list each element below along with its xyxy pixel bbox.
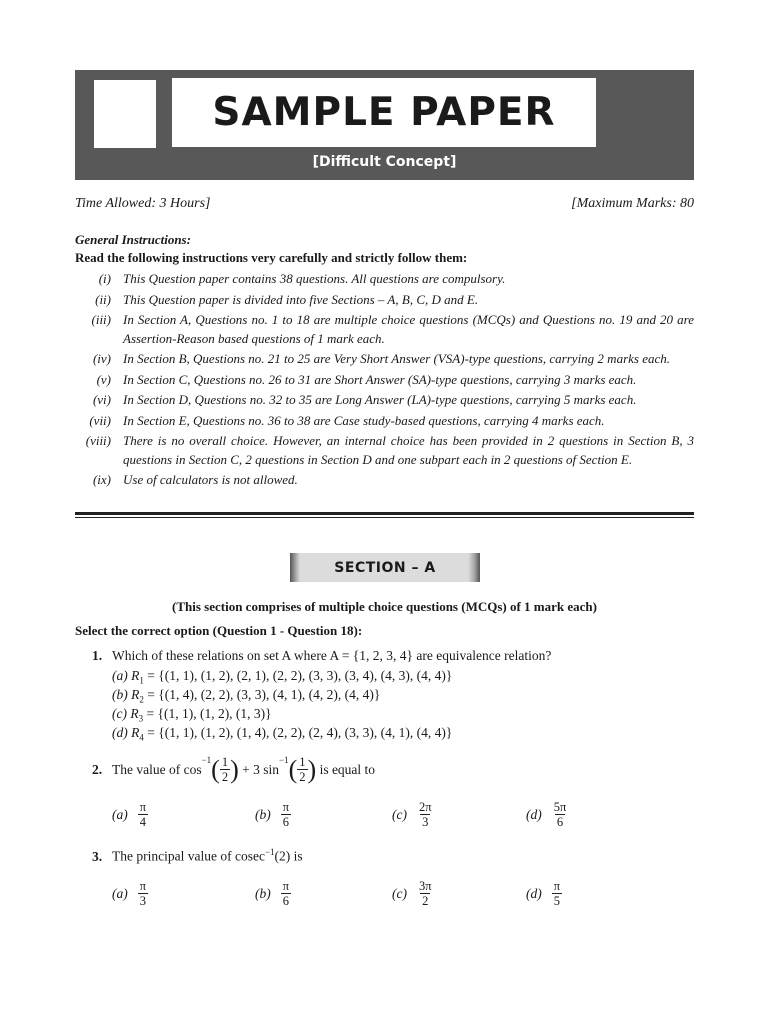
option-label: (b) xyxy=(255,806,271,822)
page-subtitle: [Difficult Concept] xyxy=(312,154,457,170)
page-title: SAMPLE PAPER xyxy=(212,90,556,135)
fraction-numerator: 1 xyxy=(299,755,306,769)
relation-name: R xyxy=(131,725,140,740)
q2-option-c xyxy=(392,800,434,829)
instruction-item xyxy=(75,412,694,431)
section-a-note: (This section comprises of multiple choice questions (MCQs) of 1 mark each) xyxy=(172,599,597,614)
instruction-number: (ii) xyxy=(95,291,111,307)
left-paren: ( xyxy=(288,754,298,784)
option-label: (b) xyxy=(255,885,271,901)
fraction-numerator: 1 xyxy=(221,755,229,769)
q3-option-a xyxy=(112,879,148,908)
question-number: 1. xyxy=(92,648,103,663)
question-number: 2. xyxy=(92,761,103,777)
time-allowed xyxy=(75,196,210,212)
q3-option-d xyxy=(526,879,562,908)
question-text: The value of cos xyxy=(112,761,202,777)
option-fraction xyxy=(552,800,569,829)
instruction-number: (i) xyxy=(98,271,111,286)
q3-option-c xyxy=(392,879,434,908)
q1-option-a xyxy=(112,668,452,686)
question-3 xyxy=(92,847,303,865)
fraction xyxy=(297,755,307,784)
option-label: (a) xyxy=(112,885,128,901)
option-fraction xyxy=(138,800,148,829)
question-number: 3. xyxy=(92,848,103,864)
option-label: (a) xyxy=(112,806,128,822)
fraction-numerator: π xyxy=(139,800,147,814)
inverse-superscript: −1 xyxy=(264,847,275,857)
inverse-superscript: −1 xyxy=(279,755,289,765)
instruction-text: In Section A, Questions no. 1 to 18 are multiple choice questions (MCQs) and Questions no. 19 and 20 are Assertion-Reason based questions of 1 mark each. xyxy=(123,312,694,346)
instructions-lead: Read the following instructions very carefully and strictly follow them: xyxy=(75,250,468,265)
fraction-denominator: 6 xyxy=(282,894,290,908)
relation-name: R xyxy=(131,687,140,702)
fraction-numerator: π xyxy=(282,879,290,893)
instruction-number: (iii) xyxy=(91,312,111,327)
relation-subscript: 4 xyxy=(139,732,144,743)
question-text: (2) is xyxy=(274,848,303,864)
fraction-denominator: 6 xyxy=(282,815,290,829)
fraction-denominator: 6 xyxy=(556,815,564,829)
option-label: (d) xyxy=(526,885,542,901)
left-paren: ( xyxy=(211,754,220,784)
question-text: is equal to xyxy=(316,761,376,777)
right-paren: ) xyxy=(307,754,317,784)
relation-set: = {(1, 1), (1, 2), (2, 1), (2, 2), (3, 3), (3, 4), (4, 3), (4, 4)} xyxy=(143,668,453,683)
instruction-item xyxy=(75,311,694,348)
instruction-item xyxy=(75,291,694,310)
q2-option-d xyxy=(526,800,568,829)
q1-option-c xyxy=(112,706,272,724)
instruction-text: In Section B, Questions no. 21 to 25 are Very Short Answer (VSA)-type questions, carrying 2 marks each. xyxy=(123,351,670,366)
relation-subscript: 1 xyxy=(139,675,144,686)
instruction-item xyxy=(75,391,694,410)
option-label: (c) xyxy=(392,885,407,901)
relation-set: = {(1, 1), (1, 2), (1, 3)} xyxy=(143,706,272,721)
banner-square xyxy=(94,80,156,148)
instruction-text: There is no overall choice. However, an internal choice has been provided in 2 questions in Section B, 3 questions in Section C, 2 questions in Section D and one subpart each in 2 questions of Section E. xyxy=(123,433,694,467)
instruction-item xyxy=(75,432,694,469)
instruction-number: (vi) xyxy=(92,392,111,407)
relation-set: = {(1, 1), (1, 2), (1, 4), (2, 2), (2, 4), (3, 3), (4, 1), (4, 4)} xyxy=(143,725,453,740)
question-text: + 3 sin xyxy=(238,761,280,777)
instruction-item xyxy=(75,350,694,369)
fraction xyxy=(220,755,230,784)
q3-option-b xyxy=(255,879,291,908)
instruction-number: (viii) xyxy=(85,433,111,448)
question-text: Which of these relations on set A where A = {1, 2, 3, 4} are equivalence relation? xyxy=(112,648,552,663)
question-2 xyxy=(92,755,375,784)
option-label: (b) xyxy=(112,687,128,702)
maximum-marks-text: [Maximum Marks: 80 xyxy=(571,196,694,211)
option-label: (d) xyxy=(526,806,542,822)
relation-set: = {(1, 4), (2, 2), (3, 3), (4, 1), (4, 2), (4, 4)} xyxy=(143,687,381,702)
instruction-text: In Section D, Questions no. 32 to 35 are Long Answer (LA)-type questions, carrying 5 marks each. xyxy=(123,392,637,407)
option-fraction xyxy=(417,879,434,908)
option-fraction xyxy=(138,879,148,908)
fraction-denominator: 2 xyxy=(299,770,306,784)
select-instruction: Select the correct option (Question 1 - Question 18): xyxy=(75,623,363,638)
time-allowed-text: Time Allowed: 3 Hours] xyxy=(75,196,211,211)
right-paren: ) xyxy=(230,754,239,784)
question-1 xyxy=(92,648,551,664)
maximum-marks xyxy=(571,196,694,212)
fraction-numerator: 3π xyxy=(418,879,432,893)
relation-name: R xyxy=(131,668,140,683)
fraction-numerator: π xyxy=(139,879,147,893)
fraction-numerator: π xyxy=(553,879,561,893)
option-label: (d) xyxy=(112,725,128,740)
instruction-text: This Question paper contains 38 questions. All questions are compulsory. xyxy=(123,271,506,286)
fraction-numerator: 2π xyxy=(418,800,432,814)
fraction-denominator: 3 xyxy=(422,815,429,829)
inverse-superscript: −1 xyxy=(201,755,212,765)
instructions-heading: General Instructions: xyxy=(75,232,191,247)
title-box xyxy=(172,78,596,147)
q2-option-a xyxy=(112,800,148,829)
option-fraction xyxy=(281,800,291,829)
instruction-text: Use of calculators is not allowed. xyxy=(123,472,298,487)
option-fraction xyxy=(281,879,291,908)
relation-subscript: 2 xyxy=(139,694,144,705)
fraction-denominator: 2 xyxy=(422,894,429,908)
option-label: (a) xyxy=(112,668,128,683)
relation-name: R xyxy=(130,706,139,721)
instruction-number: (iv) xyxy=(92,351,111,366)
fraction-denominator: 5 xyxy=(553,894,561,908)
fraction-denominator: 2 xyxy=(221,770,229,784)
relation-subscript: 3 xyxy=(138,713,144,724)
option-label: (c) xyxy=(392,806,407,822)
instruction-text: In Section E, Questions no. 36 to 38 are Case study-based questions, carrying 4 marks each. xyxy=(123,412,605,428)
fraction-numerator: 5π xyxy=(553,800,567,814)
q1-option-b xyxy=(112,687,380,705)
instruction-number: (vii) xyxy=(89,412,111,428)
instruction-text: This Question paper is divided into five Sections – A, B, C, D and E. xyxy=(123,291,479,307)
instruction-item xyxy=(75,270,694,289)
option-fraction xyxy=(417,800,434,829)
instruction-number: (v) xyxy=(96,371,111,387)
instruction-item xyxy=(75,371,694,390)
header-banner xyxy=(75,70,694,180)
fraction-denominator: 3 xyxy=(139,894,147,908)
q1-option-d xyxy=(112,725,452,743)
q2-option-b xyxy=(255,800,291,829)
divider-thick xyxy=(75,512,694,515)
instruction-number: (ix) xyxy=(92,472,111,487)
fraction-numerator: π xyxy=(282,800,290,814)
instruction-text: In Section C, Questions no. 26 to 31 are Short Answer (SA)-type questions, carrying 3 marks each. xyxy=(123,371,637,387)
general-instructions xyxy=(75,232,694,492)
section-a-banner xyxy=(290,553,480,582)
instruction-item xyxy=(75,471,694,490)
question-text: The principal value of cosec xyxy=(112,848,265,864)
section-a-label: SECTION – A xyxy=(334,559,436,576)
divider-thin xyxy=(75,517,694,518)
option-label: (c) xyxy=(112,706,127,721)
fraction-denominator: 4 xyxy=(139,815,147,829)
option-fraction xyxy=(552,879,562,908)
